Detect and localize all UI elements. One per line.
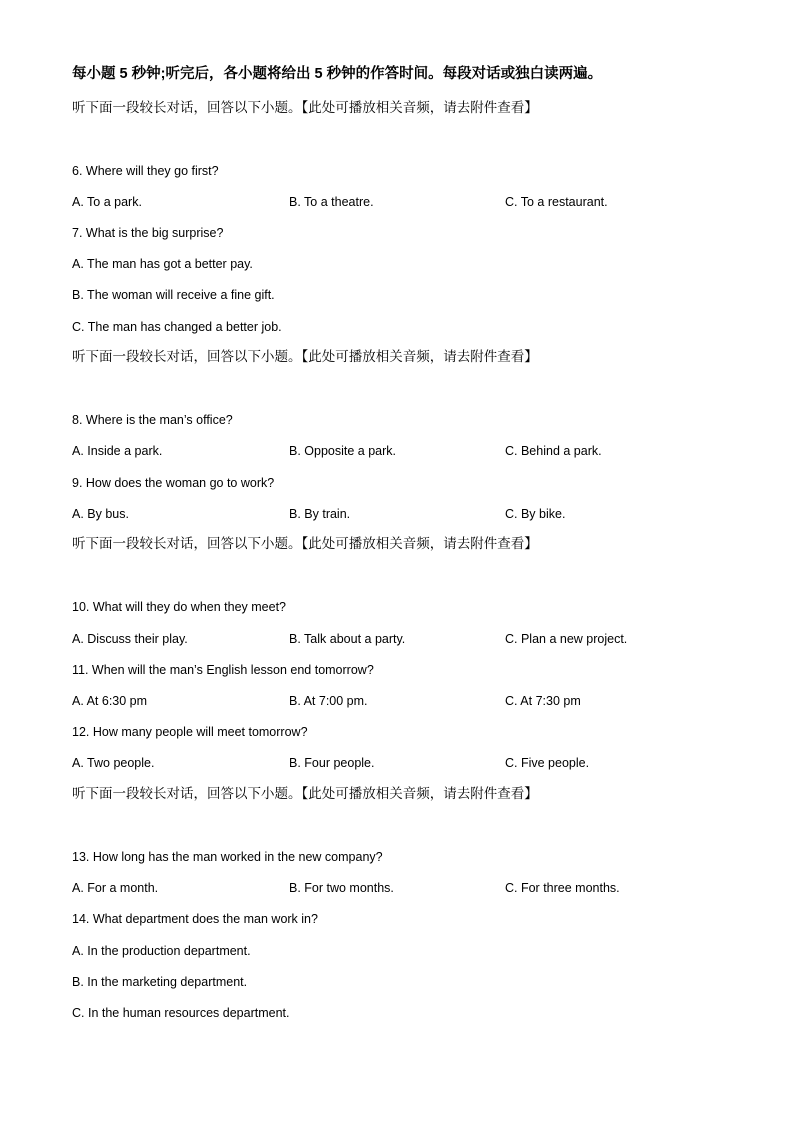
intro-text: 每小题 5 秒钟;听完后，各小题将给出 5 秒钟的作答时间。每段对话或独白读两遍。 [72, 66, 603, 82]
option-9c: C. By bike. [505, 507, 566, 521]
option-13a: A. For a month. [72, 881, 159, 895]
question-8: 8. Where is the man’s office? [72, 413, 233, 427]
option-14a: A. In the production department. [72, 944, 251, 958]
question-6: 6. Where will they go first? [72, 164, 219, 178]
question-12: 12. How many people will meet tomorrow? [72, 725, 308, 739]
option-9b: B. By train. [289, 507, 351, 521]
option-12b: B. Four people. [289, 756, 375, 770]
question-13: 13. How long has the man worked in the new company? [72, 850, 383, 864]
section-instruction: 听下面一段较长对话，回答以下小题。【此处可播放相关音频，请去附件查看】 [72, 349, 538, 364]
option-14b: B. In the marketing department. [72, 975, 248, 989]
option-9a: A. By bus. [72, 507, 129, 521]
question-7: 7. What is the big surprise? [72, 226, 224, 240]
option-10a: A. Discuss their play. [72, 632, 188, 646]
section-instruction: 听下面一段较长对话，回答以下小题。【此处可播放相关音频，请去附件查看】 [72, 100, 538, 115]
question-9: 9. How does the woman go to work? [72, 476, 275, 490]
option-7c: C. The man has changed a better job. [72, 320, 282, 334]
question-14: 14. What department does the man work in? [72, 912, 318, 926]
option-8a: A. Inside a park. [72, 444, 163, 458]
option-11b: B. At 7:00 pm. [289, 694, 368, 708]
option-13b: B. For two months. [289, 881, 394, 895]
option-12c: C. Five people. [505, 756, 590, 770]
option-6a: A. To a park. [72, 195, 142, 209]
option-10c: C. Plan a new project. [505, 632, 628, 646]
option-12a: A. Two people. [72, 756, 155, 770]
option-6b: B. To a theatre. [289, 195, 374, 209]
section-instruction: 听下面一段较长对话，回答以下小题。【此处可播放相关音频，请去附件查看】 [72, 786, 538, 801]
question-10: 10. What will they do when they meet? [72, 600, 287, 614]
option-14c: C. In the human resources department. [72, 1006, 290, 1020]
option-6c: C. To a restaurant. [505, 195, 608, 209]
option-7a: A. The man has got a better pay. [72, 257, 253, 271]
option-10b: B. Talk about a party. [289, 632, 406, 646]
option-11c: C. At 7:30 pm [505, 694, 581, 708]
option-7b: B. The woman will receive a fine gift. [72, 288, 275, 302]
option-13c: C. For three months. [505, 881, 620, 895]
option-8c: C. Behind a park. [505, 444, 602, 458]
question-11: 11. When will the man’s English lesson end tomorrow? [72, 663, 374, 677]
section-instruction: 听下面一段较长对话，回答以下小题。【此处可播放相关音频，请去附件查看】 [72, 536, 538, 551]
option-11a: A. At 6:30 pm [72, 694, 148, 708]
option-8b: B. Opposite a park. [289, 444, 397, 458]
